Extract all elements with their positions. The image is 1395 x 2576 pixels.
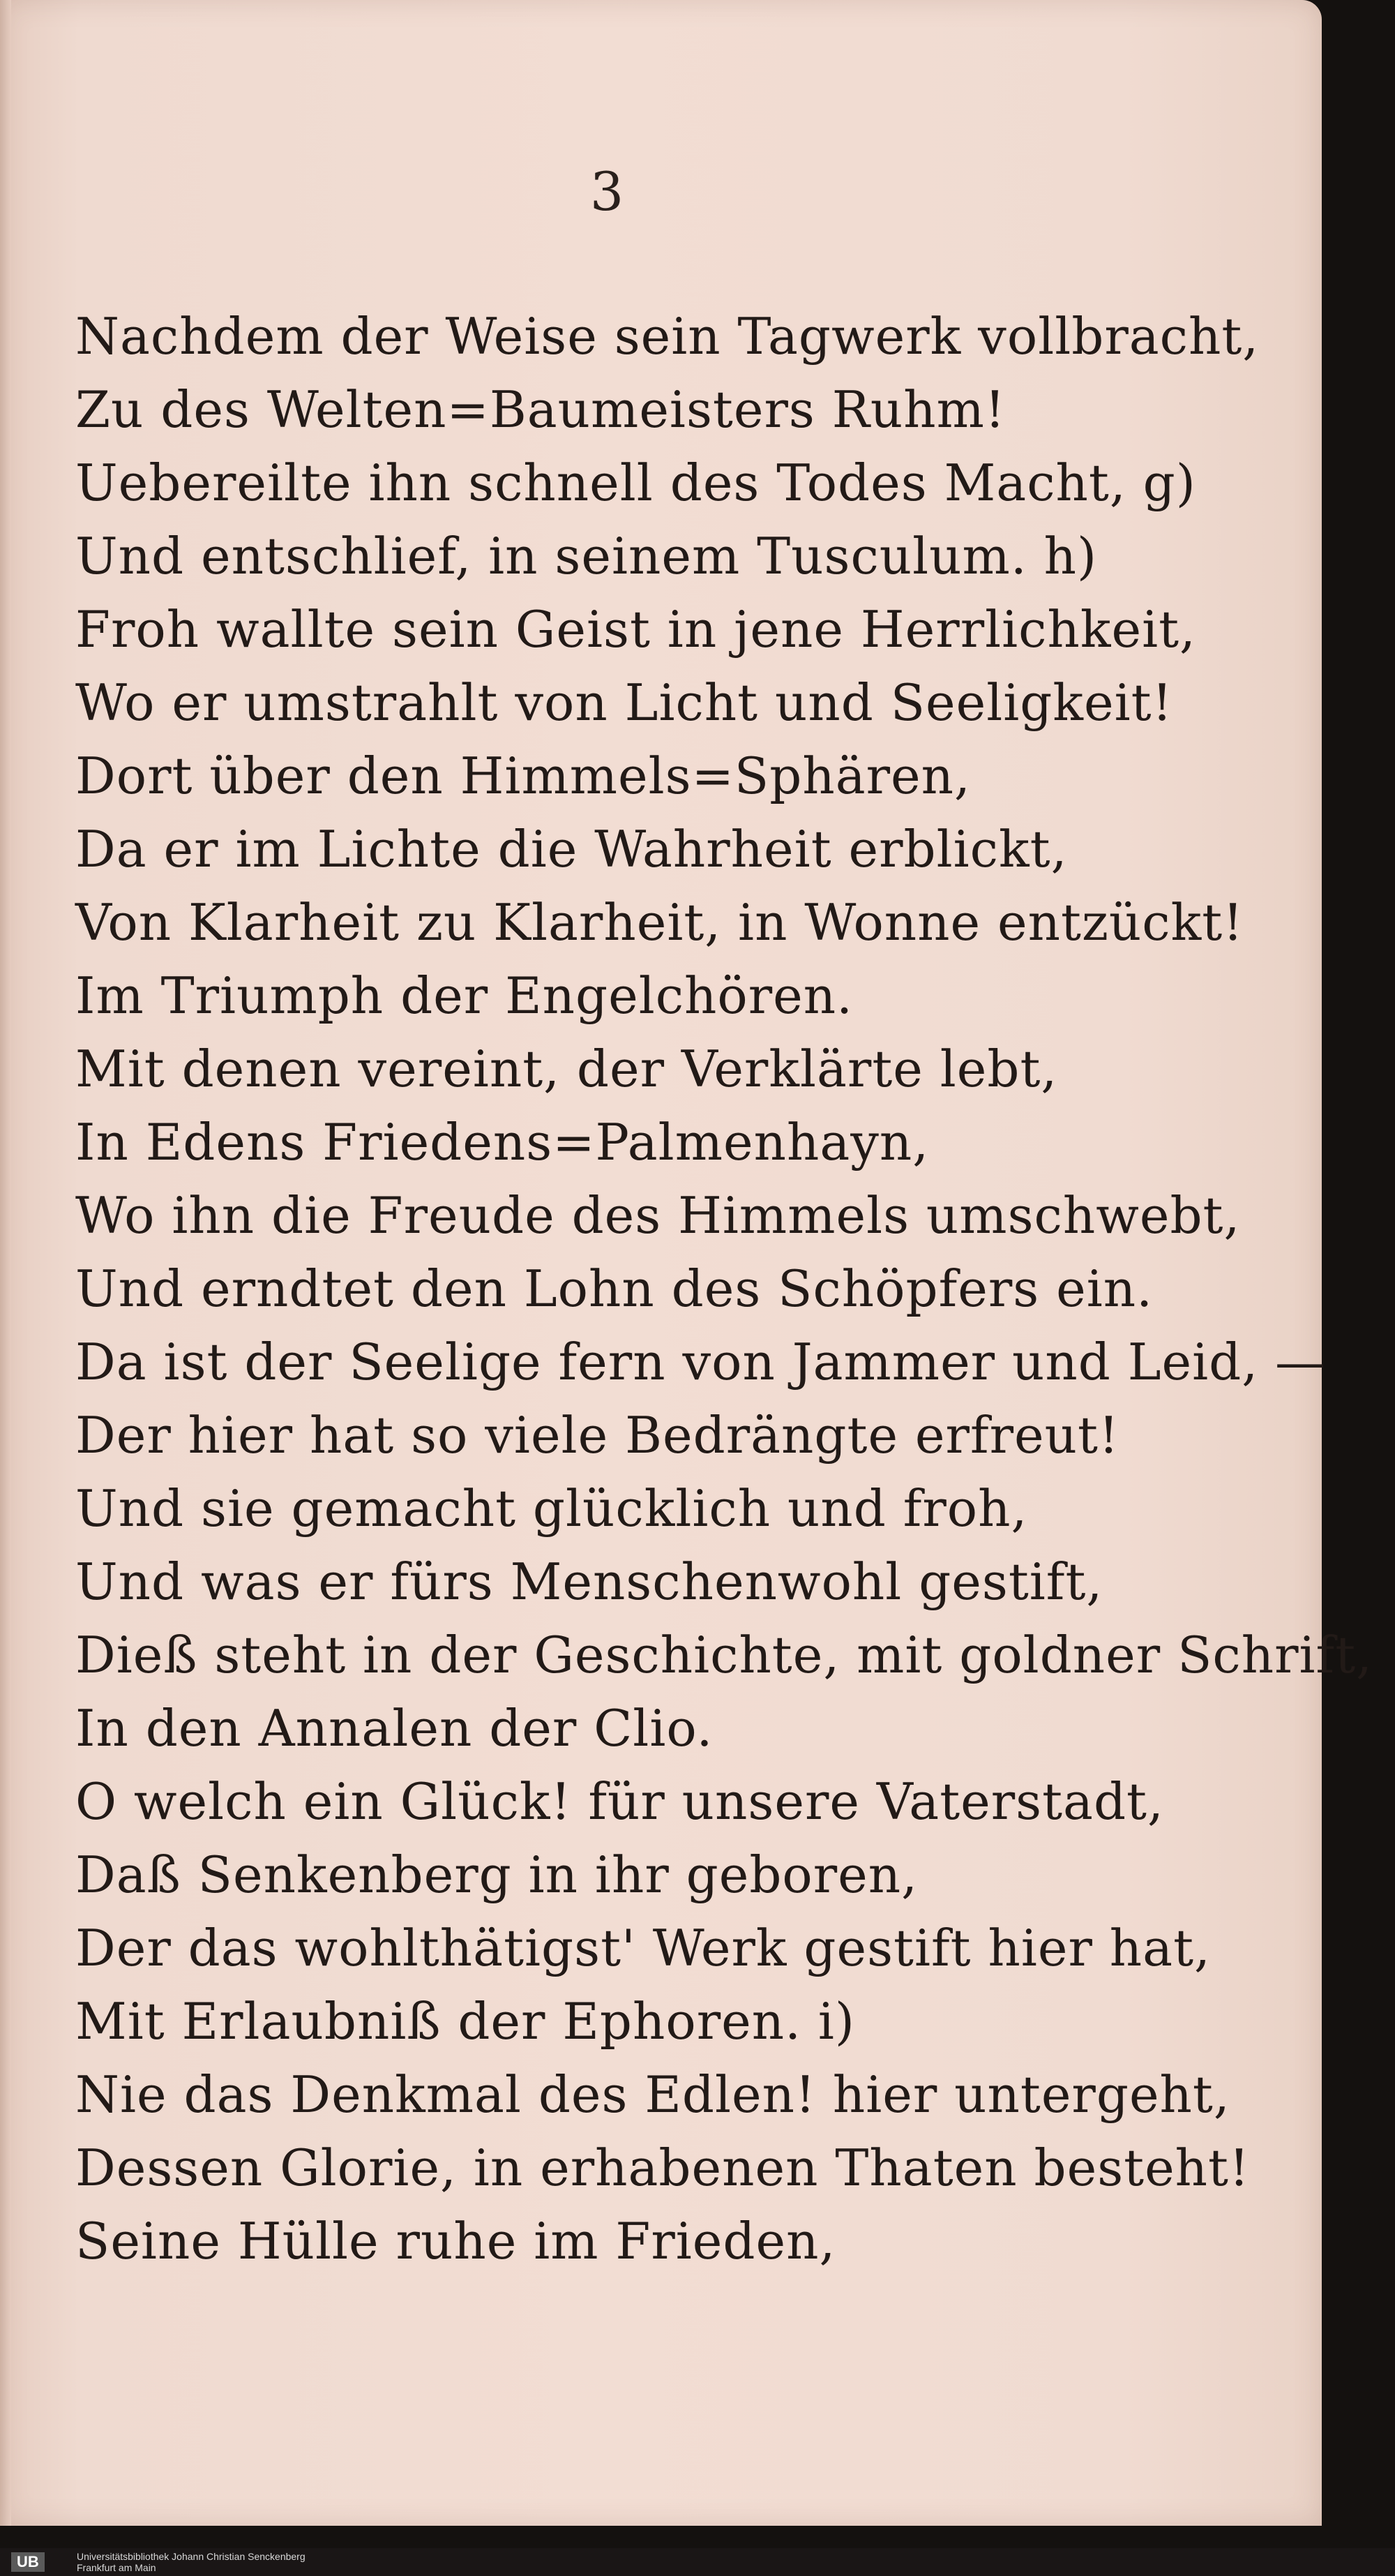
poem-line: Von Klarheit zu Klarheit, in Wonne entzückt! [75, 893, 1244, 952]
poem-line: Dieß steht in der Geschichte, mit goldner Schrift, [75, 1626, 1373, 1684]
poem-line: Wo er umstrahlt von Licht und Seeligkeit! [75, 673, 1173, 732]
ub-logo: UB [11, 2552, 45, 2572]
poem-line: Und sie gemacht glücklich und froh, [75, 1479, 1028, 1538]
poem-line: In Edens Friedens=Palmenhayn, [75, 1113, 930, 1171]
page-number: 3 [589, 160, 624, 223]
library-city: Frankfurt am Main [77, 2562, 156, 2573]
poem-line: O welch ein Glück! für unsere Vaterstadt, [75, 1772, 1164, 1831]
poem-line: Uebereilte ihn schnell des Todes Macht, g) [75, 454, 1196, 512]
poem-line: Dort über den Himmels=Sphären, [75, 747, 971, 805]
poem-line: Da ist der Seelige fern von Jammer und Leid, — [75, 1333, 1327, 1391]
poem-line: Im Triumph der Engelchören. [75, 966, 854, 1025]
poem-line: Zu des Welten=Baumeisters Ruhm! [75, 380, 1006, 439]
poem-line: Und entschlief, in seinem Tusculum. h) [75, 527, 1098, 585]
poem-line: Und erndtet den Lohn des Schöpfers ein. [75, 1259, 1154, 1318]
library-footer [0, 2548, 1395, 2576]
poem-line: Froh wallte sein Geist in jene Herrlichkeit, [75, 600, 1196, 659]
poem-line: Dessen Glorie, in erhabenen Thaten besteht! [75, 2139, 1250, 2197]
poem-line: Daß Senkenberg in ihr geboren, [75, 1845, 919, 1904]
library-credit [77, 2551, 306, 2573]
poem-line: Der das wohlthätigst' Werk gestift hier hat, [75, 1919, 1211, 1977]
poem-line: Wo ihn die Freude des Himmels umschwebt, [75, 1186, 1241, 1245]
poem-line: In den Annalen der Clio. [75, 1699, 714, 1758]
poem-line: Und was er fürs Menschenwohl gestift, [75, 1552, 1103, 1611]
library-name: Universitätsbibliothek Johann Christian Senckenberg [77, 2551, 306, 2562]
poem-line: Nie das Denkmal des Edlen! hier untergeht, [75, 2065, 1230, 2124]
poem-line: Seine Hülle ruhe im Frieden, [75, 2212, 836, 2270]
poem-line: Mit Erlaubniß der Ephoren. i) [75, 1992, 855, 2051]
poem-line: Der hier hat so viele Bedrängte erfreut! [75, 1406, 1119, 1465]
poem-line: Da er im Lichte die Wahrheit erblickt, [75, 820, 1068, 878]
poem-line: Mit denen vereint, der Verklärte lebt, [75, 1040, 1058, 1098]
page-edge [0, 0, 11, 2526]
poem-line: Nachdem der Weise sein Tagwerk vollbracht, [75, 307, 1260, 366]
poem-text [75, 300, 1373, 2278]
